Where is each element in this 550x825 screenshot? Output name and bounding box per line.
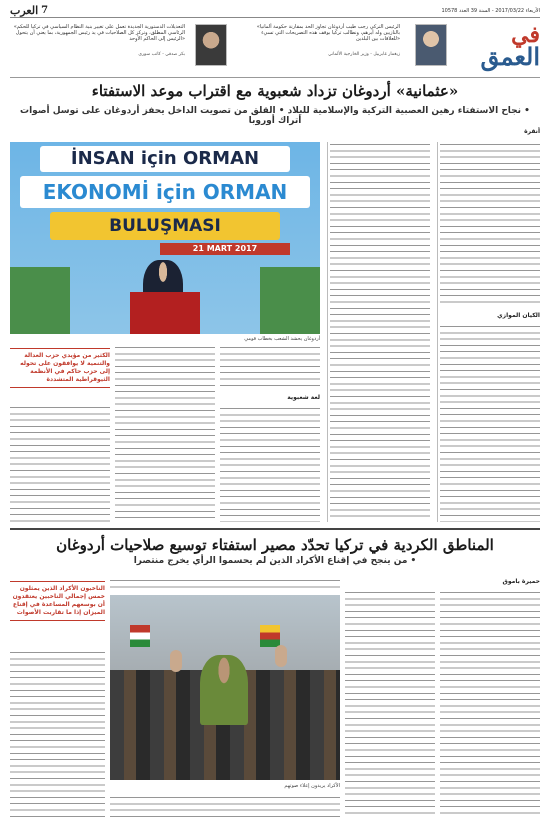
photo-hand bbox=[170, 650, 182, 672]
photo-podium bbox=[130, 292, 200, 334]
pullquote-rule bbox=[10, 581, 105, 582]
page-marker bbox=[10, 4, 48, 17]
photo-date: 21 MART 2017 bbox=[160, 243, 290, 255]
article1-pullquote: الكثير من مؤيدي حزب العدالة والتنمية لا يوافقون على تحوله إلى حزب حاكم في الأنظمة الثيوقراطية المتشددة bbox=[20, 352, 110, 383]
section-logo bbox=[460, 24, 540, 74]
article1-headline: «عثمانية» أردوغان تزداد شعبوية مع اقتراب موعد الاستفتاء bbox=[91, 82, 459, 100]
article2-column-3a bbox=[110, 578, 340, 592]
page-header bbox=[10, 20, 540, 78]
section-logo-line1: في bbox=[511, 22, 540, 48]
text-lines bbox=[115, 345, 215, 522]
quote-left-text: «التعديلات الدستورية الجديدة تعمل على تغيير بنية النظام السياسي في تركيا للحكم الرئاسي المطلق، وتركز كل الصلاحيات في يد رئيس الجمهورية، بما يعني أن يتحول الرئيس إلى الحاكم الأوحد» bbox=[13, 24, 185, 42]
text-lines bbox=[440, 142, 540, 307]
quote-right-name: زيغمار غابرييل - وزير الخارجية الألماني bbox=[328, 52, 400, 57]
photo-flag bbox=[130, 625, 150, 647]
quote-right-text: «الرئيس التركي رجب طيب أردوغان تجاوز الحد بمقارنة حكومة ألمانيا بالنازيين وله أيرهم، ونطالب تركيا بوقف هذه التصريحات التي تسيء للعلاقات بين البلدين» bbox=[256, 24, 400, 42]
text-lines bbox=[345, 590, 435, 815]
text-lines bbox=[220, 406, 320, 522]
section-logo-line2: العمق bbox=[480, 42, 540, 71]
page-number: 7 bbox=[41, 5, 49, 16]
article2-subhead: • من ينجح في إقناع الأكراد الذين لم يحسموا الرأي يخرج منتصرا bbox=[133, 556, 417, 566]
text-lines bbox=[10, 650, 105, 817]
photo-banner-2: EKONOMİ için ORMAN bbox=[20, 176, 310, 208]
article1-column-2b bbox=[440, 324, 540, 522]
article1-subheading-1-box bbox=[440, 310, 540, 322]
column-divider bbox=[327, 142, 328, 522]
article1-column-4 bbox=[115, 345, 215, 522]
article2-column-1 bbox=[440, 590, 540, 815]
article1-subheading-1: الكيان الموازي bbox=[497, 312, 540, 319]
article1-column-2a bbox=[440, 142, 540, 307]
quote-left bbox=[10, 24, 235, 74]
article2-photo bbox=[110, 595, 340, 780]
article2-column-4 bbox=[10, 650, 105, 817]
photo-person bbox=[200, 655, 248, 725]
text-lines bbox=[220, 345, 320, 390]
photo-banner-3: BULUŞMASI bbox=[50, 212, 280, 240]
article2-caption: الأكراد يريدون إعلاء صوتهم bbox=[284, 783, 340, 789]
article1-dateline: أنقرة bbox=[524, 128, 540, 135]
text-lines bbox=[110, 578, 340, 592]
article2-headline: المناطق الكردية في تركيا تحدّد مصير استفتاء توسيع صلاحيات أردوغان bbox=[10, 528, 540, 555]
dateline: الأربعاء 2017/03/22 - السنة 39 العدد 10578 bbox=[441, 7, 540, 14]
article2-pullquote-box bbox=[10, 578, 105, 624]
article1-pullquote-box bbox=[10, 345, 110, 391]
text-lines bbox=[440, 324, 540, 522]
article1-photo bbox=[10, 142, 320, 334]
article2-column-2 bbox=[345, 590, 435, 815]
photo-banner-1: İNSAN için ORMAN bbox=[40, 146, 290, 172]
quote-right-portrait bbox=[415, 24, 447, 66]
article1-column-1 bbox=[330, 142, 430, 522]
article2-column-3b bbox=[110, 795, 340, 817]
top-strip bbox=[10, 6, 540, 18]
article1-subheading-2-box bbox=[220, 392, 320, 404]
text-lines bbox=[330, 142, 430, 522]
photo-hand bbox=[275, 645, 287, 667]
pullquote-rule bbox=[10, 387, 110, 388]
quote-left-name: بكر صدقي - كاتب سوري bbox=[138, 52, 185, 57]
article1-caption: أردوغان يحشد الشعب بخطاب قومي bbox=[244, 336, 320, 342]
pullquote-rule bbox=[10, 620, 105, 621]
article1-column-3b bbox=[220, 406, 320, 522]
pullquote-rule bbox=[10, 348, 110, 349]
photo-flag bbox=[260, 625, 280, 647]
article1-subheading-2: لغة شعبوية bbox=[287, 394, 320, 401]
article1-column-3a bbox=[220, 345, 320, 390]
text-lines bbox=[440, 590, 540, 815]
quote-right bbox=[250, 24, 455, 74]
photo-backdrop-left bbox=[10, 267, 70, 334]
text-lines bbox=[10, 405, 110, 522]
page-label: العرب bbox=[10, 4, 39, 17]
article2-byline: حميرة باموق bbox=[502, 578, 540, 585]
article1-subhead: • نجاح الاستفتاء رهين العصبية التركية والإسلامية للبلاد • القلق من تصويت الداخل يحفز أردوغان على توسل أصوات أتراك أوروبا bbox=[20, 106, 530, 126]
quote-left-portrait bbox=[195, 24, 227, 66]
article2-pullquote: الناخبون الأكراد الذين يمثلون خمس إجمالي الناخبين يعتقدون أن بوسعهم المساعدة في إقناع الميزان إذا ما تقاربت الأصوات bbox=[12, 585, 105, 616]
photo-backdrop-right bbox=[260, 267, 320, 334]
text-lines bbox=[110, 795, 340, 817]
column-divider bbox=[437, 142, 438, 522]
article1-column-5 bbox=[10, 405, 110, 522]
